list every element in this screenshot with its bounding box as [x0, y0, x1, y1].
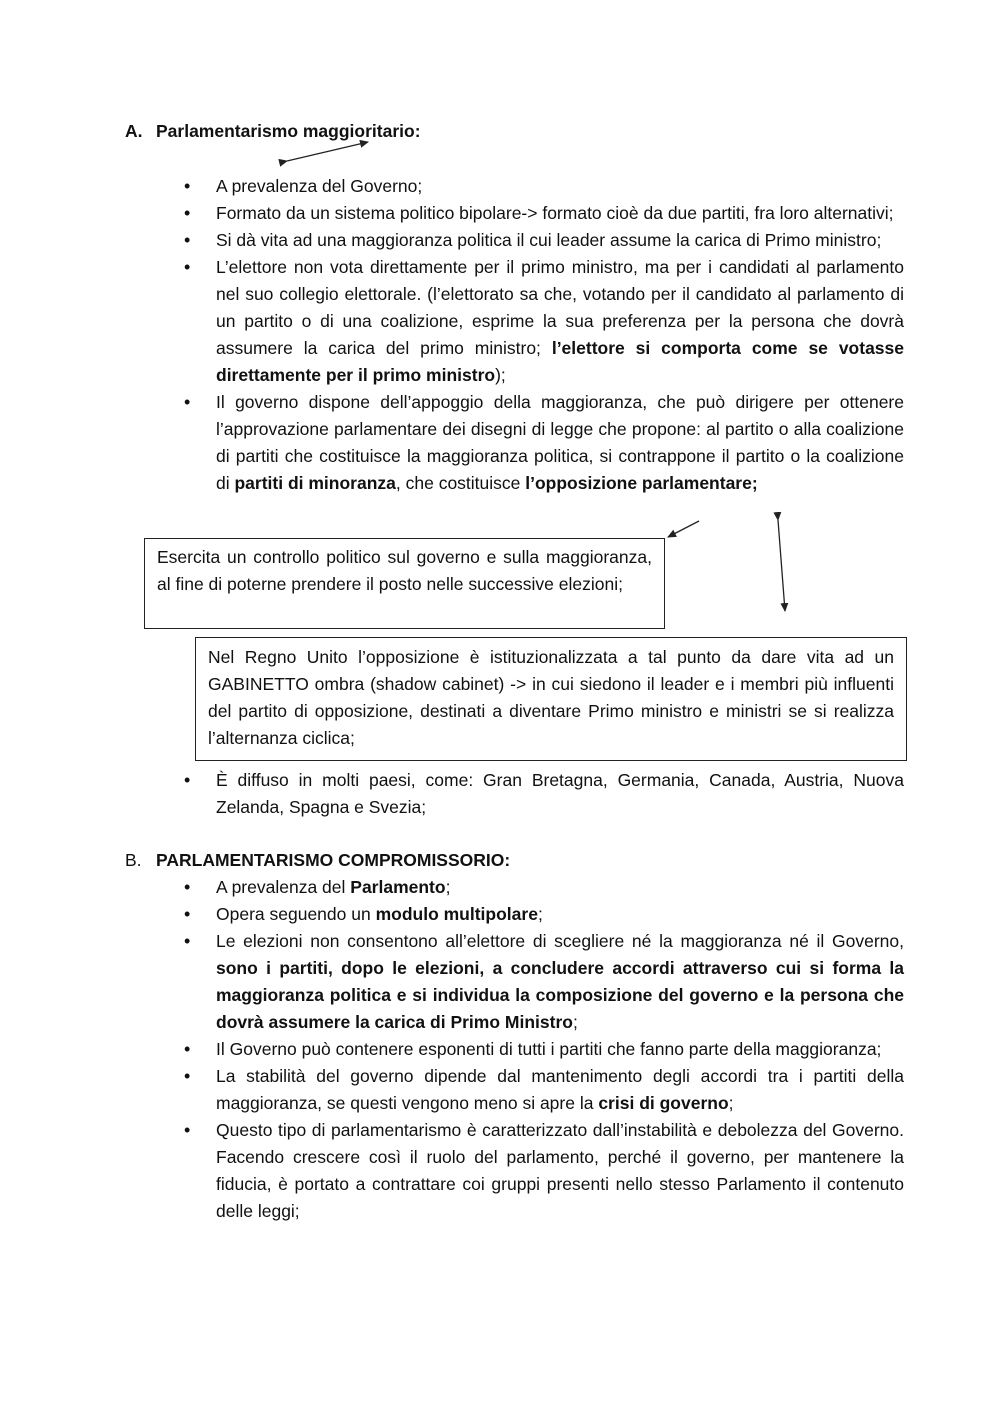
section-b-list	[184, 874, 904, 1225]
list-item	[184, 389, 904, 497]
bullet-text: A prevalenza del	[216, 877, 351, 897]
arrow-to-control-box	[668, 521, 699, 537]
list-item	[184, 767, 904, 821]
list-item	[184, 874, 904, 901]
bullet-text: Il governo dispone dell’appoggio della maggioranza, che può dirigere per ottenere l’approvazione parlamentare dei disegni di legge che propone: al partito o alla coalizione di partiti che costituisce la maggioranza politica, si contrappone il partito o la coalizione di	[216, 392, 904, 493]
list-item	[184, 928, 904, 1036]
bullet-text: Questo tipo di parlamentarismo è caratterizzato dall’instabilità e debolezza del Governo. Facendo crescere così il ruolo del parlamento, perché il governo, per mantenere la fiducia, è portato a contrattare coi gruppi presenti nello stesso Parlamento il contenuto delle leggi;	[216, 1120, 904, 1221]
list-item	[184, 1063, 904, 1117]
bullet-bold-text: l’opposizione parlamentare;	[525, 473, 758, 493]
double-arrow-vertical	[778, 520, 785, 611]
bullet-bold-text: l’elettore si comporta come se votasse direttamente per il primo ministro	[216, 338, 904, 385]
bullet-text: A prevalenza del Governo;	[216, 176, 423, 196]
bullet-text: La stabilità del governo dipende dal mantenimento degli accordi tra i partiti della maggioranza, se questi vengono meno si apre la	[216, 1066, 904, 1113]
section-b-title: PARLAMENTARISMO COMPROMISSORIO:	[156, 850, 511, 870]
bullet-text: Le elezioni non consentono all’elettore di scegliere né la maggioranza né il Governo,	[216, 931, 904, 951]
section-a-heading	[125, 118, 421, 145]
bullet-bold-text: Parlamento	[350, 877, 446, 897]
bullet-bold-text: crisi di governo	[598, 1093, 729, 1113]
box-text: Esercita un controllo politico sul governo e sulla maggioranza, al fine di poterne prendere il posto nelle successive elezioni;	[157, 547, 652, 594]
list-item	[184, 901, 904, 928]
opposition-control-box	[144, 538, 665, 629]
bullet-text: Formato da un sistema politico bipolare-> formato cioè da due partiti, fra loro alternativi;	[216, 203, 894, 223]
bullet-text: , che costituisce	[395, 473, 526, 493]
list-item	[184, 1117, 904, 1225]
section-a-title: Parlamentarismo maggioritario:	[156, 121, 421, 141]
list-item	[184, 254, 904, 389]
bullet-text: L’elettore non vota direttamente per il primo ministro, ma per i candidati al parlamento nel suo collegio elettorale. (l’elettorato sa che, votando per il candidato al parlamento di un partito o di una coalizione, esprime la sua preferenza per la persona che dovrà assumere la carica del primo ministro;	[216, 257, 904, 358]
list-item	[184, 173, 904, 200]
section-b-letter: B.	[125, 850, 142, 870]
bullet-text: ;	[445, 877, 451, 897]
bullet-text: ;	[572, 1012, 578, 1032]
bullet-text: Si dà vita ad una maggioranza politica il cui leader assume la carica di Primo ministro;	[216, 230, 882, 250]
bullet-bold-text: modulo multipolare	[375, 904, 538, 924]
bullet-text: );	[495, 365, 506, 385]
bullet-bold-text: partiti di minoranza	[234, 473, 396, 493]
bullet-text: Opera seguendo un	[216, 904, 376, 924]
bullet-text: Il Governo può contenere esponenti di tutti i partiti che fanno parte della maggioranza;	[216, 1039, 882, 1059]
section-a-letter: A.	[125, 121, 143, 141]
list-item	[184, 200, 904, 227]
bullet-text: È diffuso in molti paesi, come: Gran Bretagna, Germania, Canada, Austria, Nuova Zelanda, Spagna e Svezia;	[216, 770, 904, 817]
bullet-text: ;	[728, 1093, 734, 1113]
section-b-heading	[125, 847, 510, 874]
bullet-bold-text: sono i partiti, dopo le elezioni, a concludere accordi attraverso cui si forma la maggioranza politica e si individua la composizione del governo e la persona che dovrà assumere la carica di Primo Ministro	[216, 958, 904, 1032]
bullet-text: ;	[537, 904, 543, 924]
list-item	[184, 1036, 904, 1063]
section-a-list	[184, 173, 904, 497]
box-text: Nel Regno Unito l’opposizione è istituzionalizzata a tal punto da dare vita ad un GABINETTO ombra (shadow cabinet) -> in cui siedono il leader e i membri più influenti del partito di opposizione, destinati a diventare Primo ministro e ministri se si realizza l’alternanza ciclica;	[208, 647, 894, 748]
list-item	[184, 227, 904, 254]
shadow-cabinet-box	[195, 637, 907, 761]
section-a-list-continued	[184, 767, 904, 821]
